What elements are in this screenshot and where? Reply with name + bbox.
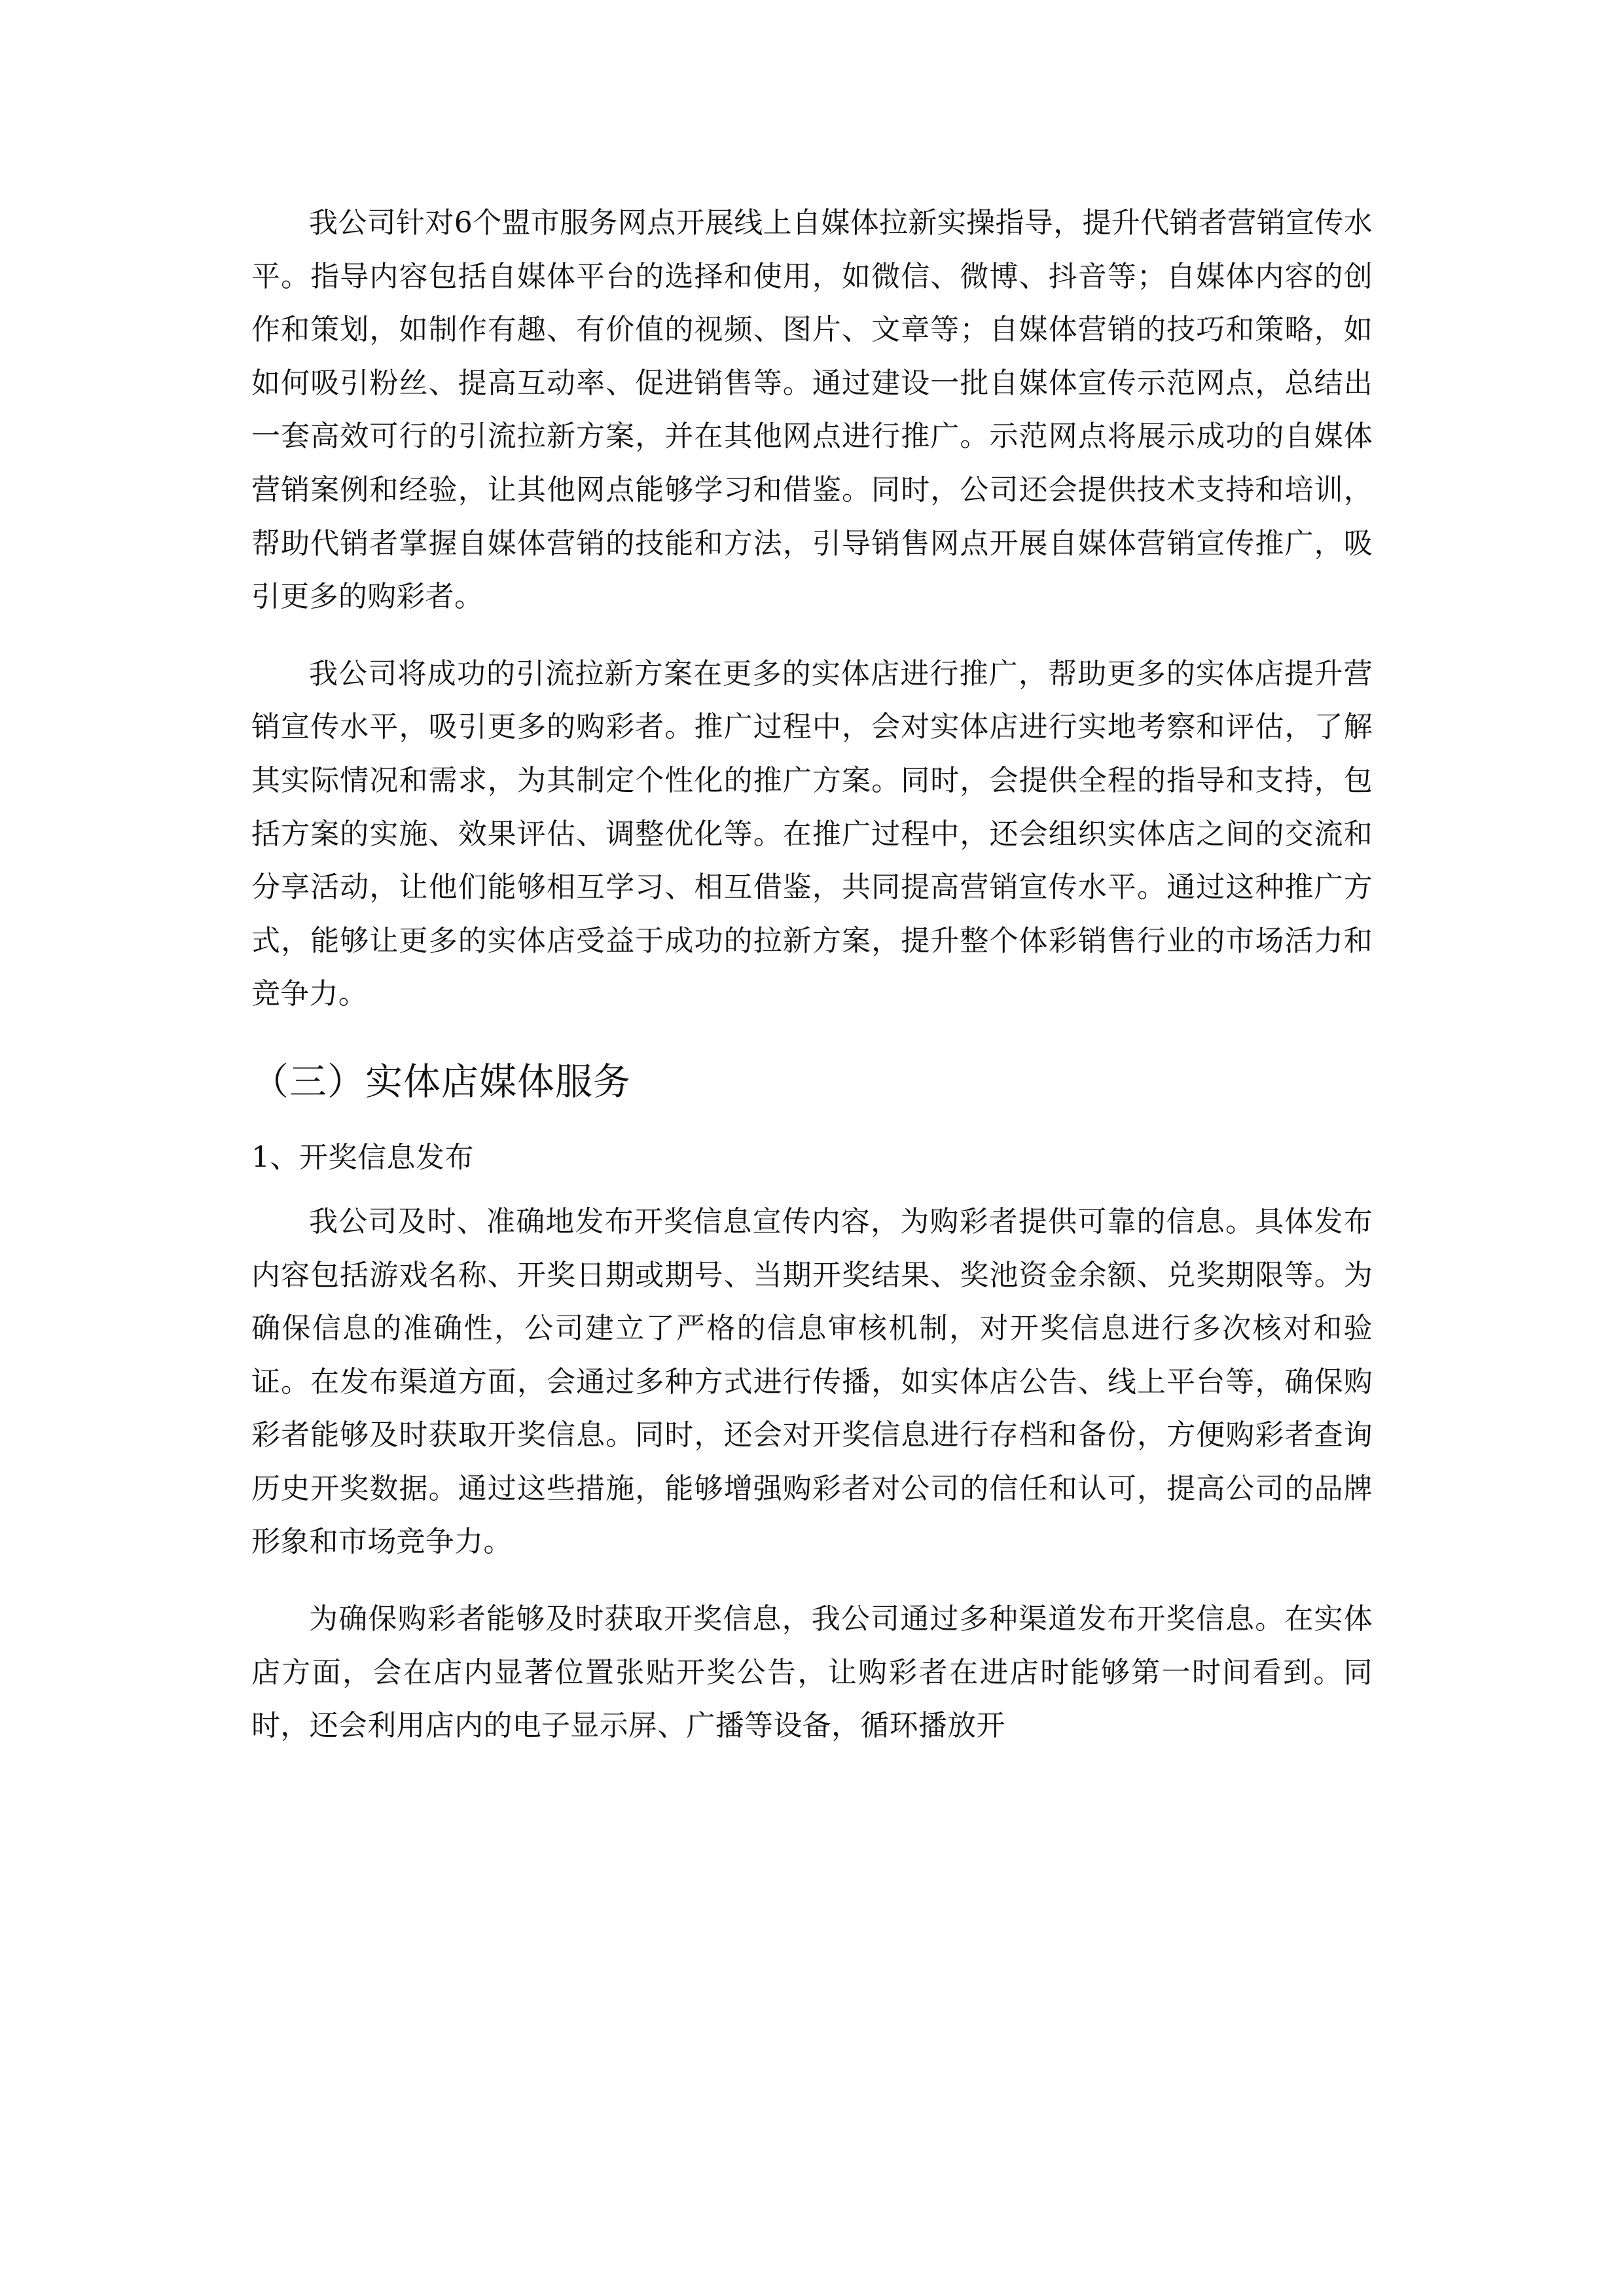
- paragraph-draw-info-release: 我公司及时、准确地发布开奖信息宣传内容，为购彩者提供可靠的信息。具体发布内容包括游戏名称、开奖日期或期号、当期开奖结果、奖池资金余额、兑奖期限等。为确保信息的准确性，公司建立了严格的信息审核机制，对开奖信息进行多次核对和验证。在发布渠道方面，会通过多种方式进行传播，如实体店公告、线上平台等，确保购彩者能够及时获取开奖信息。同时，还会对开奖信息进行存档和备份，方便购彩者查询历史开奖数据。通过这些措施，能够增强购彩者对公司的信任和认可，提高公司的品牌形象和市场竞争力。: [251, 1204, 1373, 1559]
- sub-heading: 1、开奖信息发布: [251, 1140, 474, 1174]
- paragraph-media-guidance: 我公司针对6个盟市服务网点开展线上自媒体拉新实操指导，提升代销者营销宣传水平。指导内容包括自媒体平台的选择和使用，如微信、微博、抖音等；自媒体内容的创作和策划，如制作有趣、有价值的视频、图片、文章等；自媒体营销的技巧和策略，如如何吸引粉丝、提高互动率、促进销售等。通过建设一批自媒体宣传示范网点，总结出一套高效可行的引流拉新方案，并在其他网点进行推广。示范网点将展示成功的自媒体营销案例和经验，让其他网点能够学习和借鉴。同时，公司还会提供技术支持和培训，帮助代销者掌握自媒体营销的技能和方法，引导销售网点开展自媒体营销宣传推广，吸引更多的购彩者。: [251, 206, 1373, 614]
- paragraph-promotion-rollout: 我公司将成功的引流拉新方案在更多的实体店进行推广，帮助更多的实体店提升营销宣传水平，吸引更多的购彩者。推广过程中，会对实体店进行实地考察和评估，了解其实际情况和需求，为其制定个性化的推广方案。同时，会提供全程的指导和支持，包括方案的实施、效果评估、调整优化等。在推广过程中，还会组织实体店之间的交流和分享活动，让他们能够相互学习、相互借鉴，共同提高营销宣传水平。通过这种推广方式，能够让更多的实体店受益于成功的拉新方案，提升整个体彩销售行业的市场活力和竞争力。: [251, 656, 1373, 1011]
- paragraph-draw-info-channels: 为确保购彩者能够及时获取开奖信息，我公司通过多种渠道发布开奖信息。在实体店方面，会在店内显著位置张贴开奖公告，让购彩者在进店时能够第一时间看到。同时，还会利用店内的电子显示屏、广播等设备，循环播放开: [251, 1602, 1373, 1743]
- section-heading: （三）实体店媒体服务: [251, 1060, 631, 1103]
- document-body: [251, 196, 1373, 1776]
